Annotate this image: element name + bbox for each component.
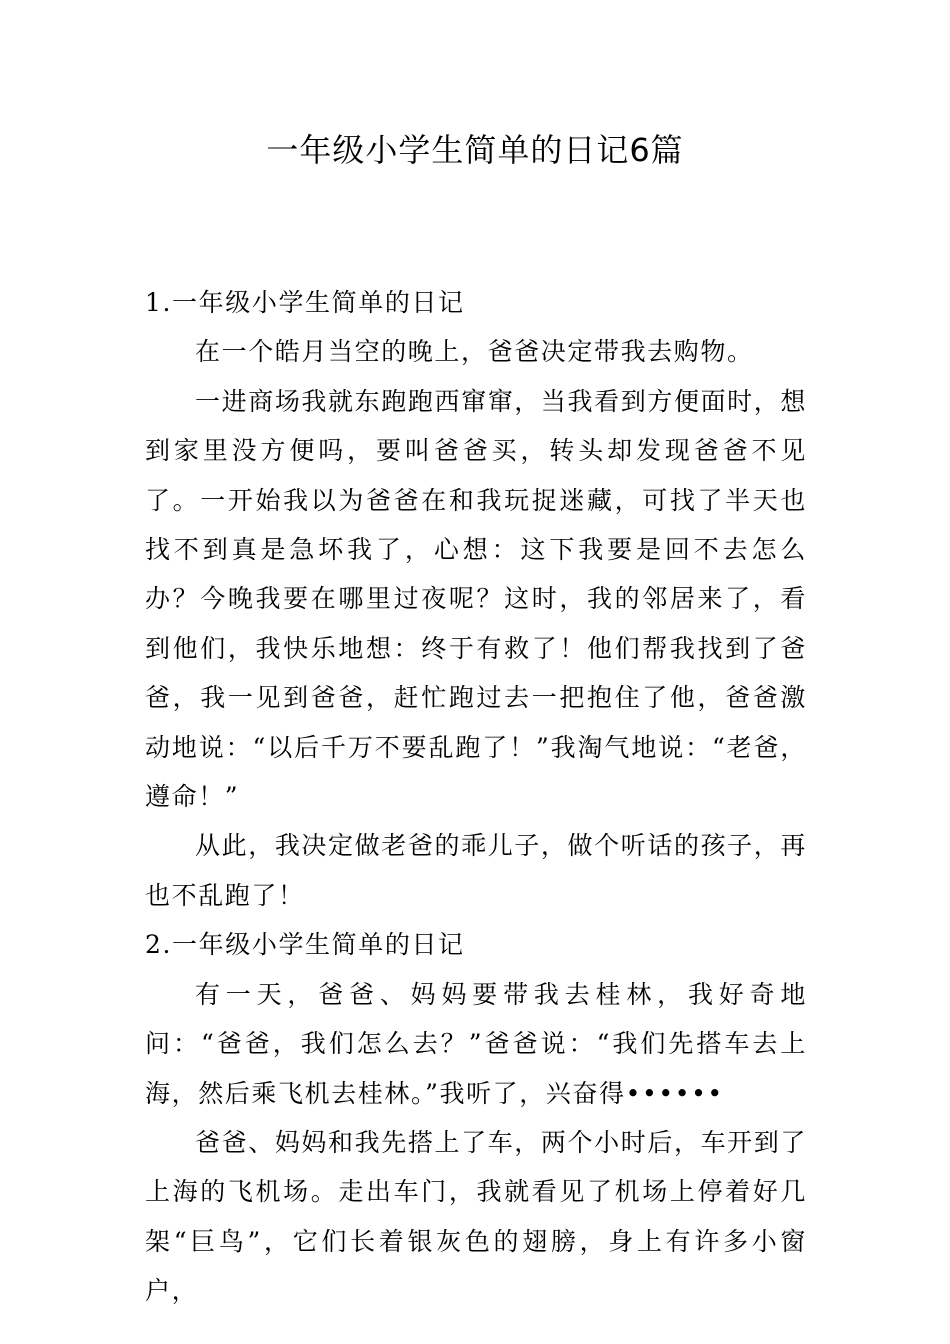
paragraph: 一进商场我就东跑跑西窜窜，当我看到方便面时，想到家里没方便吗，要叫爸爸买，转头却发现爸爸不见了。一开始我以为爸爸在和我玩捉迷藏，可找了半天也找不到真是急坏我了，心想：这下我要是回不去怎么办？今晚我要在哪里过夜呢？这时，我的邻居来了，看到他们，我快乐地想：终于有救了！他们帮我找到了爸爸，我一见到爸爸，赶忙跑过去一把抱住了他，爸爸激动地说：“以后千万不要乱跑了！”我淘气地说：“老爸，遵命！”: [145, 386, 807, 812]
paragraph: 有一天，爸爸、妈妈要带我去桂林，我好奇地问：“爸爸，我们怎么去？”爸爸说：“我们先搭车去上海，然后乘飞机去桂林。”我听了，兴奋得••••••: [145, 979, 807, 1108]
page-title: 一年级小学生简单的日记6篇: [266, 131, 684, 169]
section-heading: 1.一年级小学生简单的日记: [145, 288, 465, 317]
paragraph: 在一个皓月当空的晚上，爸爸决定带我去购物。: [195, 337, 754, 367]
section-heading: 2.一年级小学生简单的日记: [145, 930, 465, 960]
paragraph: 从此，我决定做老爸的乖儿子，做个听话的孩子，再也不乱跑了！: [145, 831, 807, 910]
document-body: [145, 278, 807, 1316]
paragraph: 爸爸、妈妈和我先搭上了车，两个小时后，车开到了上海的飞机场。走出车门，我就看见了机场上停着好几架“巨鸟”，它们长着银灰色的翅膀，身上有许多小窗户，: [145, 1127, 807, 1306]
